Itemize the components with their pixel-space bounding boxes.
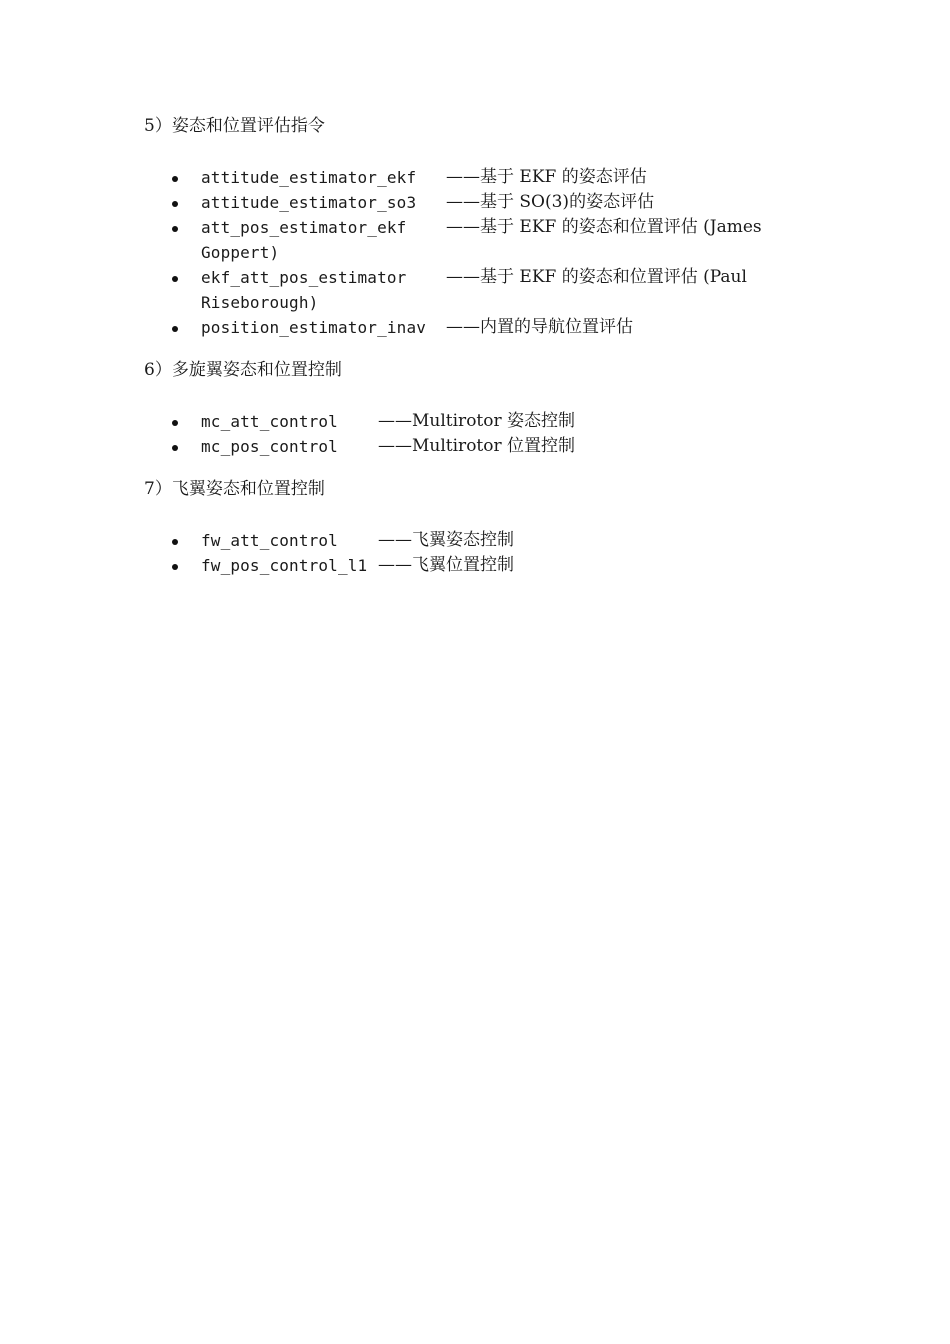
command-description: ——基于 SO(3)的姿态评估 [446, 192, 655, 212]
bullet-icon [172, 326, 178, 332]
command-description: ——基于 EKF 的姿态评估 [446, 167, 647, 187]
command-name: att_pos_estimator_ekf [201, 218, 407, 237]
bullet-icon [172, 276, 178, 282]
command-description: ——内置的导航位置评估 [446, 317, 633, 337]
command-name: mc_pos_control [201, 437, 338, 456]
command-description: ——飞翼位置控制 [378, 555, 514, 575]
bullet-icon [172, 420, 178, 426]
bullet-icon [172, 445, 178, 451]
list-item [0, 555, 950, 586]
description-continuation: Goppert) [201, 243, 280, 262]
bullet-icon [172, 539, 178, 545]
bullet-icon [172, 564, 178, 570]
section-heading: 5）姿态和位置评估指令 [144, 116, 325, 136]
bullet-icon [172, 201, 178, 207]
command-description: ——基于 EKF 的姿态和位置评估 (James [446, 217, 762, 237]
command-description: ——基于 EKF 的姿态和位置评估 (Paul [446, 267, 747, 287]
list-item [0, 436, 950, 467]
command-name: attitude_estimator_so3 [201, 193, 417, 212]
list-item [0, 317, 950, 348]
description-continuation: Riseborough) [201, 293, 319, 312]
command-name: mc_att_control [201, 412, 338, 431]
command-description: ——Multirotor 姿态控制 [378, 411, 576, 431]
section-heading: 6）多旋翼姿态和位置控制 [144, 360, 342, 380]
command-name: fw_pos_control_l1 [201, 556, 368, 575]
command-name: position_estimator_inav [201, 318, 427, 337]
command-name: fw_att_control [201, 531, 338, 550]
section-heading: 7）飞翼姿态和位置控制 [144, 479, 325, 499]
command-name: attitude_estimator_ekf [201, 168, 417, 187]
command-description: ——飞翼姿态控制 [378, 530, 514, 550]
bullet-icon [172, 226, 178, 232]
command-name: ekf_att_pos_estimator [201, 268, 407, 287]
command-description: ——Multirotor 位置控制 [378, 436, 576, 456]
bullet-icon [172, 176, 178, 182]
